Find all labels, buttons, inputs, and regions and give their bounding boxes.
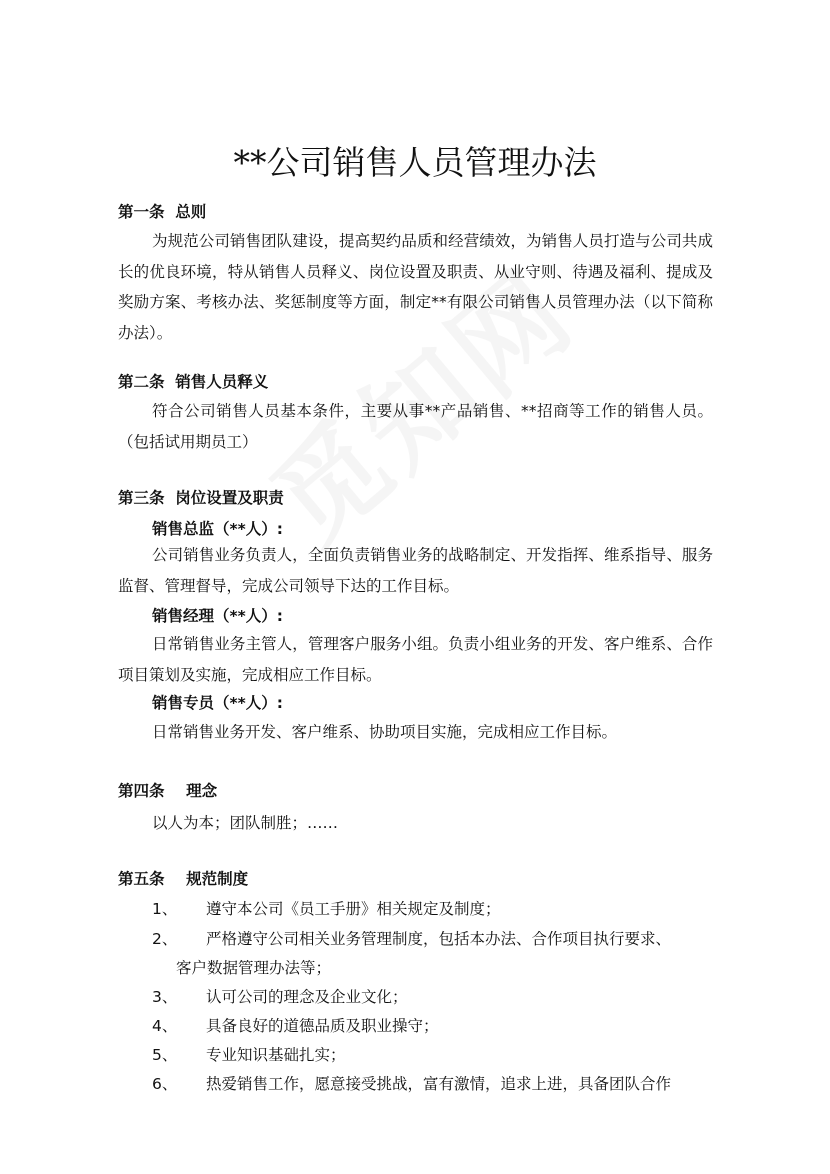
list-item: 热爱销售工作，愿意接受挑战，富有激情，追求上进，具备团队合作 (206, 1075, 672, 1093)
list-item: 遵守本公司《员工手册》相关规定及制度； (206, 900, 501, 918)
list-item-number: 5、 (152, 1046, 178, 1064)
list-item-number: 2、 (152, 930, 178, 948)
section-2-heading: 第二条 销售人员释义 (118, 373, 269, 391)
list-item-number: 3、 (152, 988, 178, 1006)
sales-specialist-title: 销售专员（**人）: (152, 694, 283, 712)
list-item: 认可公司的理念及企业文化； (206, 988, 408, 1006)
sales-manager-title: 销售经理（**人）: (152, 607, 283, 625)
section-2-body: 符合公司销售人员基本条件，主要从事**产品销售、**招商等工作的销售人员。（包括试用期员工） (118, 402, 713, 451)
section-1-heading: 第一条 总则 (118, 203, 207, 221)
list-item: 严格遵守公司相关业务管理制度，包括本办法、合作项目执行要求、 (206, 930, 672, 948)
sales-director-title: 销售总监（**人）: (152, 520, 283, 538)
sales-manager-body: 日常销售业务主管人，管理客户服务小组。负责小组业务的开发、客户维系、合作项目策划及实施，完成相应工作目标。 (118, 635, 713, 684)
list-item-continuation: 客户数据管理办法等； (176, 959, 332, 977)
section-1-body: 为规范公司销售团队建设，提高契约品质和经营绩效，为销售人员打造与公司共成长的优良环境，特从销售人员释义、岗位设置及职责、从业守则、待遇及福利、提成及奖励方案、考核办法、奖惩制度等方面，制定**有限公司销售人员管理办法（以下简称办法）。 (118, 232, 713, 342)
section-3-heading: 第三条 岗位设置及职责 (118, 489, 284, 507)
list-item: 专业知识基础扎实； (206, 1046, 346, 1064)
section-5-heading: 第五条 规范制度 (118, 870, 249, 888)
list-item-number: 1、 (152, 900, 178, 918)
list-item-number: 6、 (152, 1075, 178, 1093)
section-4-body: 以人为本；团队制胜；…… (152, 814, 339, 832)
sales-director-body: 公司销售业务负责人，全面负责销售业务的战略制定、开发指挥、维系指导、服务监督、管理督导，完成公司领导下达的工作目标。 (118, 546, 713, 595)
section-4-heading: 第四条 理念 (118, 782, 218, 800)
sales-specialist-body: 日常销售业务开发、客户维系、协助项目实施，完成相应工作目标。 (152, 723, 618, 741)
document-title: **公司销售人员管理办法 (233, 143, 597, 182)
list-item-number: 4、 (152, 1017, 178, 1035)
list-item: 具备良好的道德品质及职业操守； (206, 1017, 439, 1035)
